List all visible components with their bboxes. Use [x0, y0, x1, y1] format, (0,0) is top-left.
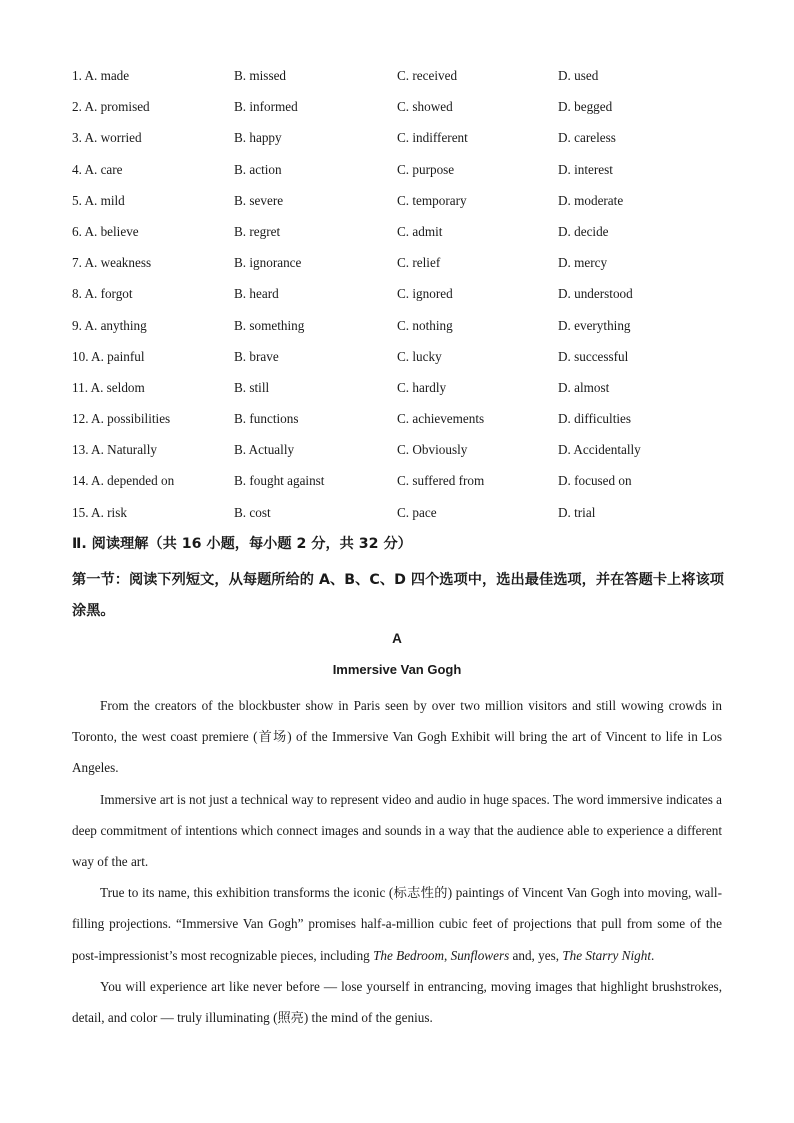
- option-b: B. regret: [234, 223, 281, 239]
- option-c: C. received: [397, 68, 458, 83]
- option-d: D. successful: [558, 348, 629, 364]
- option-b: B. severe: [234, 192, 284, 208]
- option-a: 15. A. risk: [72, 504, 127, 520]
- artwork-title: The Starry Night: [562, 947, 651, 963]
- option-a: 3. A. worried: [72, 130, 142, 146]
- option-d: D. moderate: [558, 192, 624, 208]
- option-a: 14. A. depended on: [72, 473, 175, 489]
- artwork-title: Sunflowers: [450, 947, 510, 963]
- option-b: B. functions: [234, 411, 299, 427]
- option-c: C. purpose: [397, 161, 455, 177]
- option-d: D. mercy: [558, 255, 608, 271]
- option-b: B. brave: [234, 348, 279, 364]
- option-c: C. admit: [397, 223, 443, 239]
- question-row-1: [72, 67, 732, 98]
- question-row-11: [72, 379, 732, 410]
- separator: ,: [444, 947, 451, 963]
- option-c: C. temporary: [397, 192, 467, 208]
- option-c: C. suffered from: [397, 473, 485, 489]
- passage-title: Immersive Van Gogh: [332, 662, 462, 677]
- passage-letter: A: [392, 631, 402, 646]
- question-row-5: [72, 192, 732, 223]
- option-c: C. indifferent: [397, 130, 468, 146]
- option-b: B. something: [234, 317, 305, 333]
- option-a: 11. A. seldom: [72, 379, 145, 395]
- question-row-7: [72, 254, 732, 285]
- option-d: D. used: [558, 68, 599, 83]
- passage-body: [72, 690, 722, 1033]
- question-row-14: [72, 472, 732, 503]
- separator: and, yes,: [509, 947, 563, 963]
- option-c: C. Obviously: [397, 442, 468, 458]
- option-d: D. begged: [558, 99, 613, 115]
- paragraph-1: From the creators of the blockbuster show in Paris seen by over two million visitors and still wowing crowds in Toronto, the west coast premiere (首场) of the Immersive Van Gogh Exhibit will bring the art of Vincent to life in Los Angeles.: [72, 698, 722, 776]
- question-row-13: [72, 441, 732, 472]
- option-c: C. nothing: [397, 317, 453, 333]
- option-a: 13. A. Naturally: [72, 442, 157, 458]
- option-c: C. pace: [397, 504, 437, 520]
- option-b: B. fought against: [234, 473, 325, 489]
- section-heading: Ⅱ. 阅读理解（共 16 小题，每小题 2 分，共 32 分）: [72, 536, 412, 552]
- paragraph-4: You will experience art like never before — lose yourself in entrancing, moving images that highlight brushstrokes, detail, and color — truly illuminating (照亮) the mind of the genius.: [72, 978, 722, 1026]
- option-d: D. understood: [558, 286, 633, 302]
- option-d: D. focused on: [558, 473, 632, 489]
- question-row-10: [72, 348, 732, 379]
- option-c: C. lucky: [397, 348, 442, 364]
- option-d: D. everything: [558, 317, 631, 333]
- option-d: D. decide: [558, 223, 609, 239]
- question-row-2: [72, 98, 732, 129]
- option-d: D. difficulties: [558, 411, 632, 427]
- option-c: C. showed: [397, 99, 453, 115]
- option-b: B. action: [234, 161, 282, 177]
- option-b: B. ignorance: [234, 255, 302, 271]
- option-a: 12. A. possibilities: [72, 411, 171, 427]
- section-instruction: 第一节：阅读下列短文，从每题所给的 A、B、C、D 四个选项中，选出最佳选项，并在答题卡上将该项涂黑。: [72, 572, 724, 619]
- option-d: D. trial: [558, 504, 596, 520]
- option-a: 7. A. weakness: [72, 255, 152, 271]
- option-d: D. almost: [558, 379, 610, 395]
- option-b: B. missed: [234, 68, 287, 83]
- option-a: 9. A. anything: [72, 317, 147, 333]
- option-b: B. cost: [234, 504, 271, 520]
- option-b: B. Actually: [234, 442, 295, 458]
- artwork-title: The Bedroom: [373, 947, 444, 963]
- option-c: C. achievements: [397, 411, 485, 427]
- option-d: D. Accidentally: [558, 442, 641, 458]
- question-row-4: [72, 161, 732, 192]
- question-row-12: [72, 410, 732, 441]
- option-a: 1. A. made: [72, 68, 130, 83]
- question-row-3: [72, 129, 732, 160]
- option-a: 6. A. believe: [72, 223, 139, 239]
- option-a: 10. A. painful: [72, 348, 145, 364]
- option-c: C. relief: [397, 255, 441, 271]
- question-row-8: [72, 285, 732, 316]
- option-b: B. heard: [234, 286, 279, 302]
- question-row-15: [72, 504, 732, 535]
- paragraph-3: [72, 877, 722, 971]
- answer-options-list: [72, 67, 732, 535]
- option-a: 8. A. forgot: [72, 286, 133, 302]
- option-a: 4. A. care: [72, 161, 123, 177]
- option-a: 5. A. mild: [72, 192, 125, 208]
- question-row-9: [72, 317, 732, 348]
- option-a: 2. A. promised: [72, 99, 150, 115]
- option-d: D. interest: [558, 161, 613, 177]
- option-c: C. hardly: [397, 379, 447, 395]
- period: .: [650, 947, 655, 963]
- option-b: B. happy: [234, 130, 282, 146]
- option-b: B. informed: [234, 99, 298, 115]
- option-b: B. still: [234, 379, 270, 395]
- option-d: D. careless: [558, 130, 616, 146]
- option-c: C. ignored: [397, 286, 453, 302]
- question-row-6: [72, 223, 732, 254]
- paragraph-2: Immersive art is not just a technical way to represent video and audio in huge spaces. The word immersive indicates a deep commitment of intentions which connect images and sounds in a way that the audience able to experience a different way of the art.: [72, 791, 722, 870]
- paragraph-3-text: True to its name, this exhibition transforms the iconic (标志性的) paintings of Vincent Van Gogh into moving, wall-filling projections. “Immersive Van Gogh” promises half-a-million cubic feet of projections that pull from some of the post-impressionist’s most recognizable pieces, including: [72, 885, 722, 963]
